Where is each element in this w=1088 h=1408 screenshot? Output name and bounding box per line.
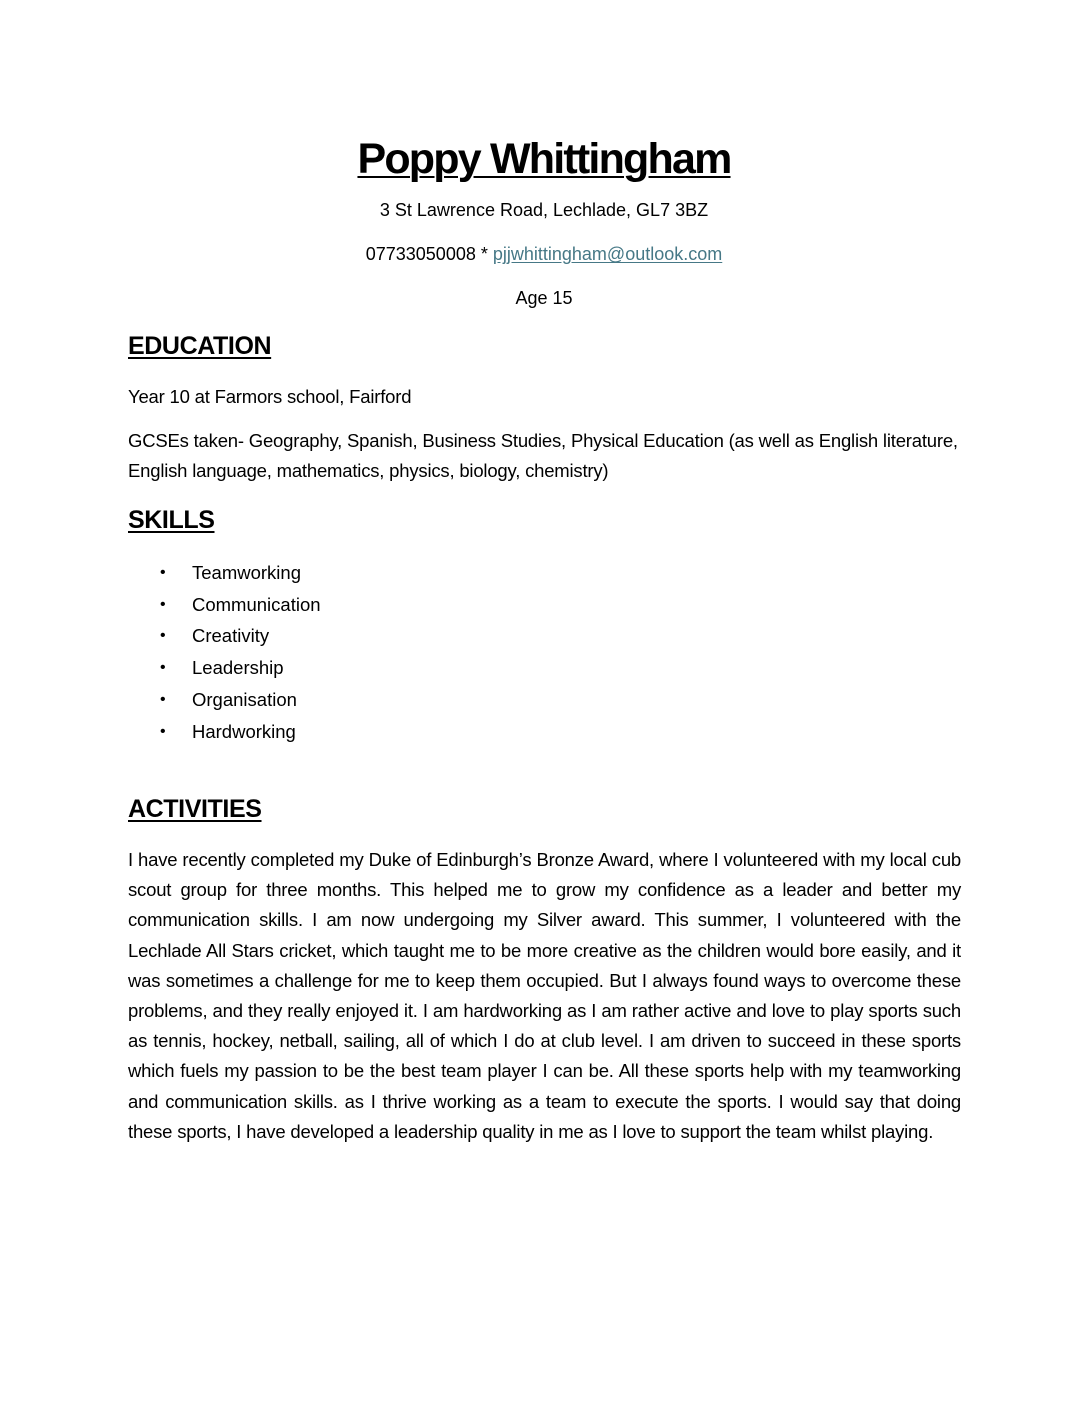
bullet-icon: • [160,659,166,677]
candidate-name: Poppy Whittingham [357,135,731,183]
contact-line [0,242,1088,266]
skill-item [160,716,321,748]
activities-heading: ACTIVITIES [128,795,262,823]
education-gcses: GCSEs taken- Geography, Spanish, Business Studies, Physical Education (as well as English literature, English language, mathematics, physics, biology, chemistry) [128,430,958,482]
activities-paragraph: I have recently completed my Duke of Edinburgh’s Bronze Award, where I volunteered with my local cub scout group for three months. This helped me to grow my confidence as a leader and better my communication skills. I am now undergoing my Silver award. This summer, I volunteered with the Lechlade All Stars cricket, which taught me to be more creative as the children would bore easily, and it was sometimes a challenge for me to keep them occupied. But I always found ways to overcome these problems, and they really enjoyed it. I am hardworking as I am rather active and love to play sports such as tennis, hockey, netball, sailing, all of which I do at club level. I am driven to succeed in these sports which fuels my passion to be the best team player I can be. All these sports help with my teamworking and communication skills. as I thrive working as a team to execute the sports. I would say that doing these sports, I have developed a leadership quality in me as I love to support the team whilst playing. [128,849,961,1142]
education-school: Year 10 at Farmors school, Fairford [128,386,412,407]
age: Age 15 [515,288,573,308]
skills-list [160,557,321,748]
address: 3 St Lawrence Road, Lechlade, GL7 3BZ [379,200,709,220]
skills-heading: SKILLS [128,506,215,534]
skill-item [160,557,321,589]
education-heading: EDUCATION [128,332,272,360]
skill-label: Communication [192,593,321,615]
phone-number: 07733050008 [365,244,476,264]
bullet-icon: • [160,722,166,740]
skill-item [160,652,321,684]
skill-label: Leadership [192,657,284,679]
bullet-icon: • [160,595,166,613]
bullet-icon: • [160,691,166,709]
bullet-icon: • [160,627,166,645]
contact-separator: * [475,244,493,264]
skill-item [160,684,321,716]
skill-item [160,589,321,621]
skill-label: Hardworking [192,720,296,742]
email-link[interactable]: pjjwhittingham@outlook.com [492,244,723,264]
skill-item [160,621,321,653]
skill-label: Organisation [192,689,297,711]
bullet-icon: • [160,563,166,581]
skill-label: Creativity [192,625,270,647]
skill-label: Teamworking [192,561,301,583]
